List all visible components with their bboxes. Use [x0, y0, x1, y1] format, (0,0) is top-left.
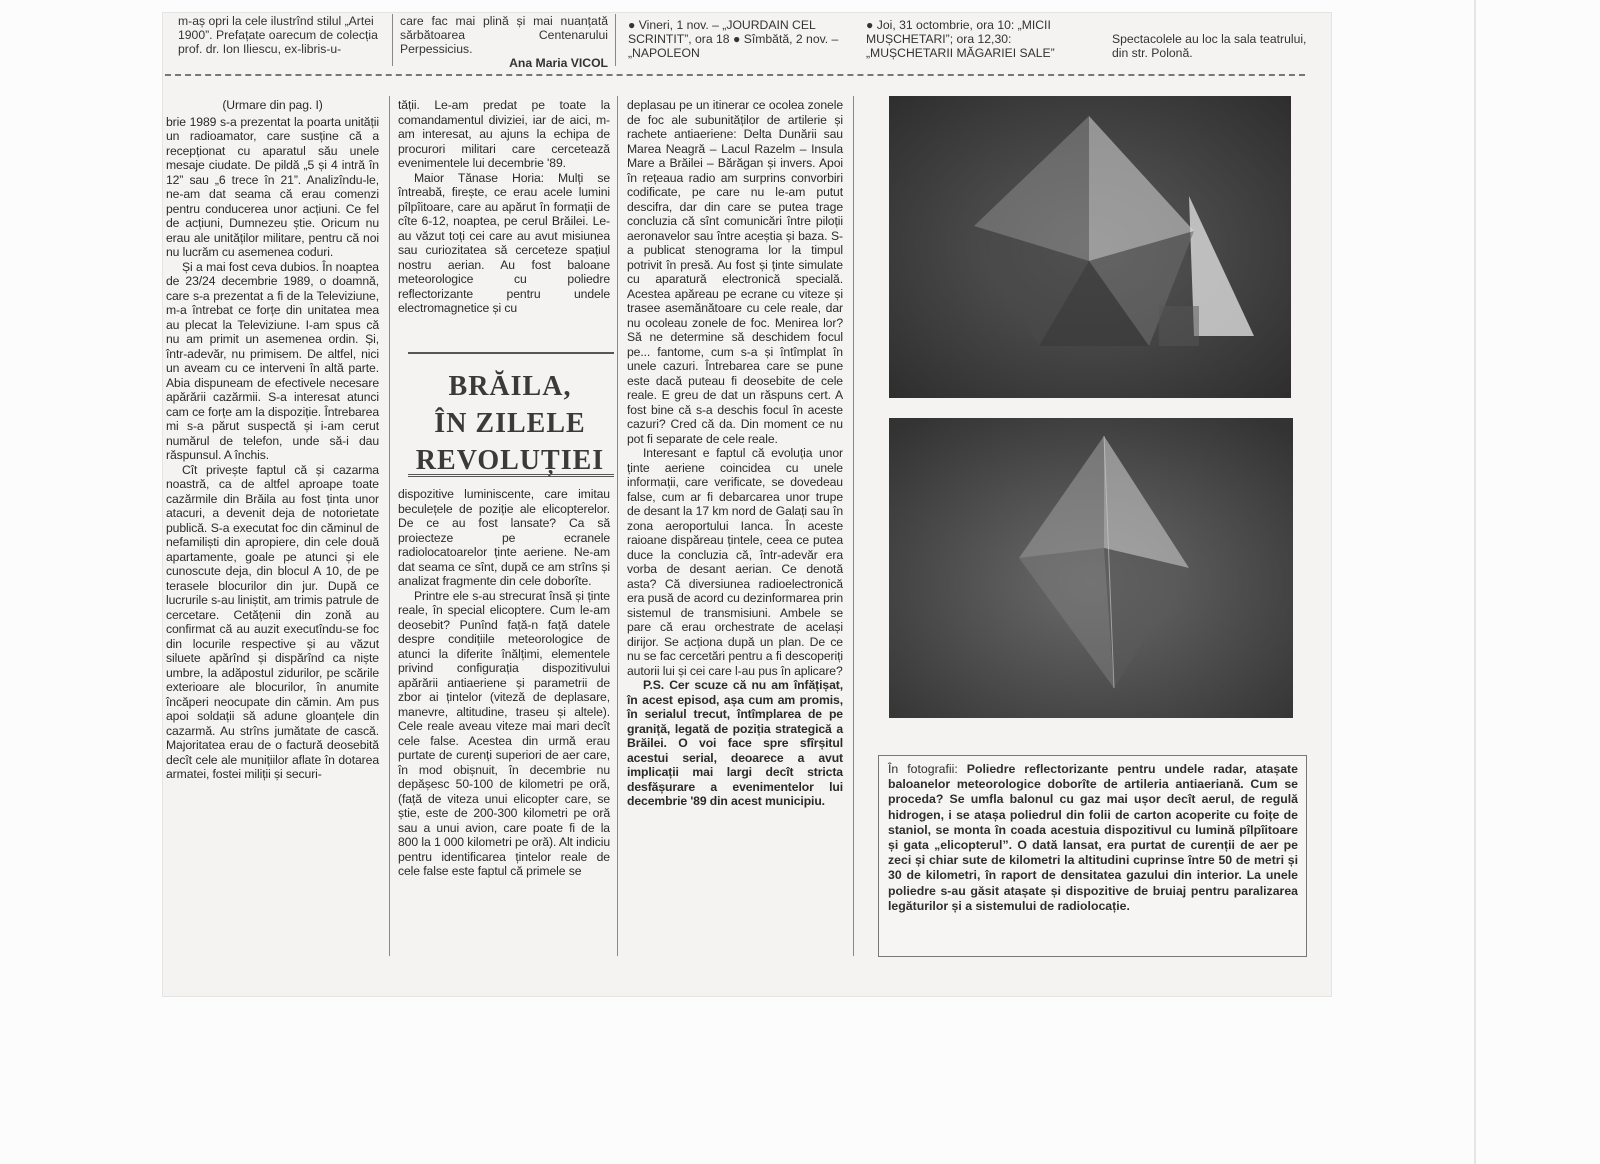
column-divider	[617, 96, 618, 956]
paragraph: Și a mai fost ceva dubios. În noaptea de 23/24 decembrie 1989, o doamnă, care s-a prezentat a fi de la Televiziune, m-a întrebat ce forțe din unitatea mea au plecat la Televiziune. I-am spus că nu am primit un asemenea ordin. Și, într-adevăr, nu primisem. De altfel, nici un aveam cu ce interveni în altă parte. Abia dispuneam de efectivele necesare apărării cazărmii. S-a interesat atunci cam ce forțe am la dispoziție. Întrebarea mi s-a părut suspectă și i-am cerut numărul de telefon, unde să-i dau răspunsul. A închis.	[166, 259, 379, 462]
paragraph: Cît privește faptul că și cazarma noastră, ca de altfel aproape toate cazărmile din Brăila au fost ținta unor atacuri, a devenit deja de notorietate publică. S-a executat foc din căminul de nefamiliști din apropiere, din cele două apartamente, goale pe atunci și ele cunoscute deja, din blocul A 10, de pe terasele blocurilor din jur. După ce lucrurile s-au liniștit, am trimis patrule de cercetare. Cetățenii din zonă au confirmat că au auzit executîndu-se foc din locurile respective și au văzut siluete apărînd și dispărînd ca niște umbre, la adăpostul zidurilor, pe scările exterioare ale blocurilor, în anumite încăperi neocupate din cămin. Am pus apoi soldații să adune gloanțele din cazarmă. Au strîns jumătate de cască. Majoritatea erau de o factură deosebită decît cele ale munițiilor aflate în dotarea armatei, fostei miliții și securi-	[166, 462, 379, 781]
caption-lead: În fotografii:	[888, 762, 958, 776]
column-divider	[853, 96, 854, 956]
column-divider	[392, 14, 393, 66]
top-strip-col4: ● Joi, 31 octombrie, ora 10: „MICII MUȘCHETARI”; ora 12,30: „MUȘCHETARII MĂGARIEI SALE”	[866, 18, 1055, 60]
paragraph: Maior Tănase Horia: Mulți se întreabă, firește, ce erau acele lumini pîlpîitoare, care au apărut în formații de cîte 6-12, noaptea, pe cerul Brăilei. Le-au văzut toți cei care au avut misiunea sau curiozitatea să cerceteze spațiul nostru aerian. Au fost baloane meteorologice cu poliedre reflectorizante pentru undele electromagnetice și cu	[398, 170, 610, 315]
top-strip-col2	[400, 14, 608, 70]
section-separator	[165, 74, 1305, 76]
photo-polyhedron-2	[889, 418, 1293, 718]
article-headline	[410, 368, 610, 479]
column-divider	[615, 14, 616, 66]
photo-polyhedron-2-image	[889, 418, 1293, 718]
headline-line: BRĂILA,	[448, 371, 572, 402]
article-column-2-top	[398, 98, 610, 316]
headline-rule	[408, 352, 614, 354]
headline-line: REVOLUȚIEI	[415, 445, 605, 476]
continued-note: (Urmare din pag. I)	[222, 98, 323, 112]
article-column-1	[166, 98, 379, 782]
byline: Ana Maria VICOL	[509, 56, 608, 70]
paragraph: tății. Le-am predat pe toate la comandamentul diviziei, iar de aici, m-am interesat, au ajuns la echipa de procurori militari care cercetează evenimentele lui decembrie '89.	[398, 98, 610, 170]
photo-polyhedron-1	[889, 96, 1291, 398]
postscript: P.S. Cer scuze că nu am înfățișat, în acest episod, așa cum am promis, în serialul trecut, întîmplarea de pe graniță, legată de poziția strategică a Brăilei. O voi face spre sfîrșitul acestui serial, deoarece a avut implicații mai largi decît stricta desfășurare a evenimentelor lui decembrie '89 din acest municipiu.	[627, 678, 843, 808]
photo-polyhedron-1-image	[889, 96, 1291, 398]
top-strip-col5: Spectacolele au loc la sala teatrului, din str. Polonă.	[1112, 32, 1307, 60]
paragraph: Printre ele s-au strecurat însă și ținte reale, în special elicoptere. Cum le-am deosebit? Punînd față-n față datele despre condițiile meteorologice de atunci la diferite înălțimi, elementele privind configurația dispozitivului apărării antiaeriene și parametrii de zbor ai țintelor (viteză de deplasare, manevre, altitudine, traseu și altele). Cele reale aveau viteze mai mari decît cele false. Acestea din urmă erau purtate de curenți superiori de aer care, în mod obișnuit, în decembrie nu depășesc 50-100 de kilometri pe oră, (față de viteza unui elicopter care, se știe, este de 200-300 kilometri pe oră sau a unui avion, care poate fi de la 800 la 1 000 kilometri pe oră). Alt indiciu pentru identificarea țintelor reale de cele false este faptul că primele se	[398, 588, 610, 878]
top-strip-col2-text: care fac mai plină și mai nuanțată sărbătoarea Centenarului Perpessicius.	[400, 14, 608, 56]
article-column-3	[627, 98, 843, 809]
top-strip-col1: m-aș opri la cele ilustrînd stilul „Artei 1900”. Prefațate oarecum de colecția prof. dr. Ion Iliescu, ex-libris-u-	[178, 14, 378, 56]
top-strip-col3: ● Vineri, 1 nov. – „JOURDAIN CEL SCRINTIT”, ora 18 ● Sîmbătă, 2 nov. – „NAPOLEON	[628, 18, 839, 60]
headline-line: ÎN ZILELE	[434, 408, 586, 439]
paragraph: deplasau pe un itinerar ce ocolea zonele de foc ale subunităților de artilerie și rachete antiaeriene: Delta Dunării sau Marea Neagră – Lacul Razelm – Insula Mare a Brăilei – Bărăgan și invers. Apoi în rețeaua radio am surprins convorbiri codificate, pe care nu le-am putut descifra, dar din care se putea trage concluzia că sînt comunicări între piloții aeronavelor sau între aceștia și baza. S-a publicat stenograma lor la timpul potrivit în presă. Au fost și ținte simulate cu aparatură electronică specială. Acestea apăreau pe ecrane cu viteze și trasee asemănătoare cu cele reale, dar nu ocoleau zonele de foc. Menirea lor? Să ne determine să deschidem focul pe... fantome, cum s-a și întîmplat în unele cazuri. Întrebarea care se pune este dacă puteau fi deosebite de cele reale. E greu de dat un răspuns cert. A fost bine că s-a deschis focul în aceste cazuri? Cred că da. Din moment ce nu pot fi separate de cele reale.	[627, 98, 843, 446]
paragraph: brie 1989 s-a prezentat la poarta unității un radioamator, care susține că a recepționat cu aparatul său unele mesaje ciudate. De pildă „5 și 4 intră în 12” sau „6 trece în 21”. Analizîndu-le, ne-am dat seama că erau comenzi pentru conducerea unor acțiuni. Ce fel de acțiuni, Dumnezeu știe. Oricum nu erau ale unităților militare, pentru că noi nu lucrăm cu asemenea coduri.	[166, 114, 379, 259]
paragraph: Interesant e faptul că evoluția unor ținte aeriene coincidea cu unele informații, care verificate, se dovedeau false, cum ar fi debarcarea unor trupe de desant la 17 km nord de Galați sau în zona aeroportului Ianca. În aceste raioane dispăreau țintele, ceea ce putea duce la concluzia că, într-adevăr era vorba de desant aerian. Ce denotă asta? Că diversiunea radioelectronică era pusă de acord cu dezinformarea prin sistemul de transmisiuni. Ambele se pare că erau orchestrate de același dirijor. Se acționa după un plan. De ce nu se fac cercetări pentru a fi descoperiți autorii lui și cei care l-au pus în aplicare?	[627, 446, 843, 678]
photo-caption	[888, 762, 1298, 914]
article-column-2-bottom	[398, 487, 610, 879]
headline-rule	[408, 474, 614, 477]
paragraph: dispozitive luminiscente, care imitau beculețele de poziție ale elicopterelor. De ce au fost lansate? Ca să proiecteze pe ecranele radiolocatoarelor ținte aeriene. Ne-am dat seama ce sînt, după ce am strîns și analizat fragmente din cele doborîte.	[398, 487, 610, 588]
caption-text: Poliedre reflectorizante pentru undele radar, atașate baloanelor meteorologice doborîte de artileria antiaeriană. Cum se proceda? Se umfla balonul cu gaz mai ușor decît aerul, de regulă hidrogen, i se atașa poliedrul din folii de carton acoperite cu foițe de staniol, se monta în coada acestuia dispozitivul cu lumină pîlpîitoare și gata „elicopterul”. O dată lansat, era purtat de curenții de aer pe zeci și chiar sute de kilometri la altitudini cuprinse între 50 de metri și 30 de kilometri, în raport de densitatea gazului din interior. La unele poliedre s-au găsit atașate și dispozitive de bruiaj pentru paralizarea legăturilor și a sistemului de radiolocație.	[888, 762, 1298, 913]
column-divider	[389, 96, 390, 956]
scan-edge	[1474, 0, 1476, 1164]
